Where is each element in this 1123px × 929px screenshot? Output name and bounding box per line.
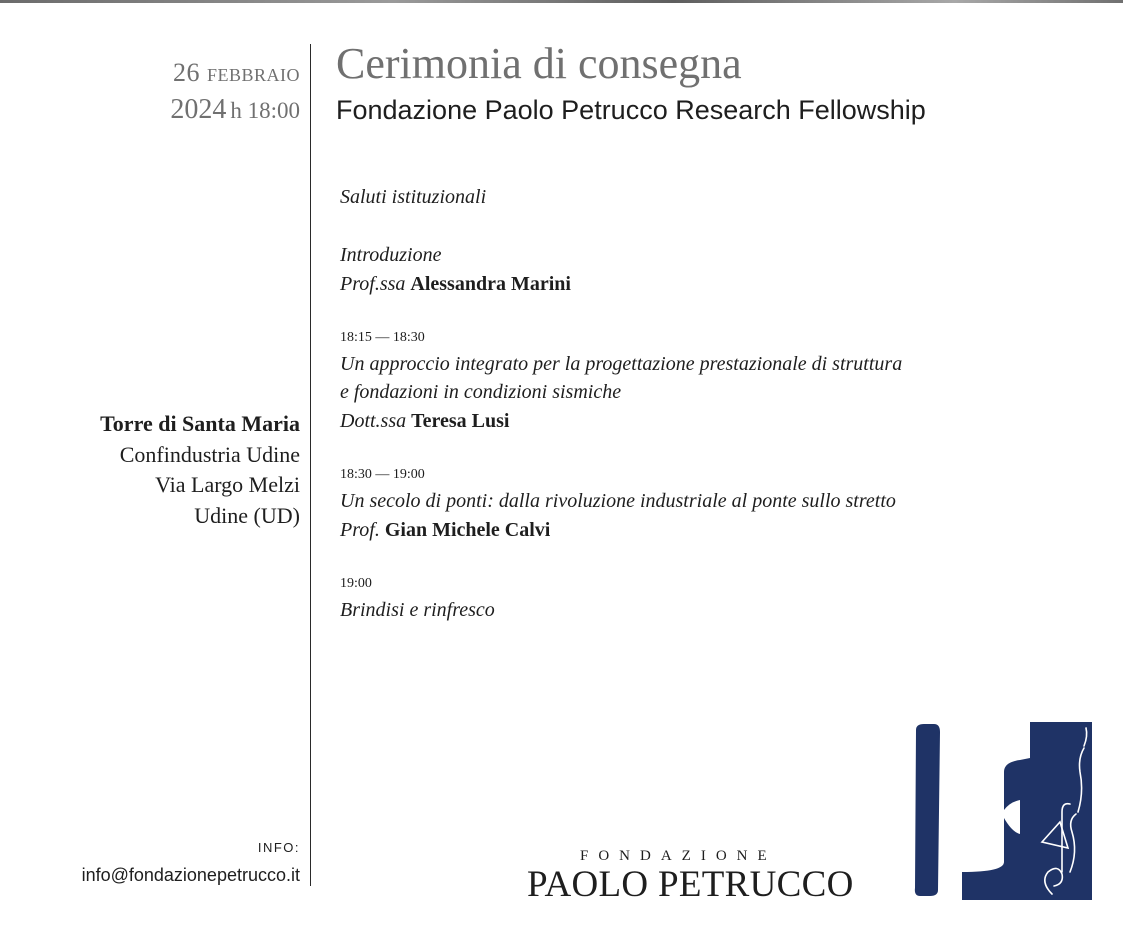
info-block: [82, 838, 300, 892]
program-talk-title: e fondazioni in condizioni sismiche: [340, 381, 622, 403]
venue-line: Confindustria Udine: [119, 441, 300, 467]
program-time: 19:00: [340, 576, 372, 591]
logo-word-paolo-petrucco: PAOLO PETRUCCO: [527, 864, 854, 905]
fondazione-monogram-signature-icon: [912, 722, 1092, 900]
venue-line: Via Largo Melzi: [155, 472, 300, 497]
speaker-name: Alessandra Marini: [410, 273, 571, 295]
program-item-text: Introduzione: [340, 244, 442, 266]
logo-mark-block: [962, 722, 1092, 900]
event-date-time: h 18:00: [230, 98, 300, 123]
event-date-day: 26 febbraio: [172, 58, 300, 87]
top-decorative-strip: [0, 0, 1123, 3]
speaker-title: Dott.ssa: [340, 410, 407, 432]
event-date-year: 2024: [170, 94, 227, 125]
logo-mark-bar: [915, 724, 940, 896]
page-title: Cerimonia di consegna: [336, 39, 742, 88]
program-talk-title: Un secolo di ponti: dalla rivoluzione industriale al ponte sullo stretto: [340, 490, 896, 512]
venue-line: Udine (UD): [194, 502, 300, 528]
program-item-text: Brindisi e rinfresco: [340, 599, 495, 621]
speaker-name: Gian Michele Calvi: [384, 519, 551, 541]
column-divider: [310, 44, 311, 886]
page-subtitle: Fondazione Paolo Petrucco Research Fellowship: [336, 95, 926, 125]
venue-name: Torre di Santa Maria: [100, 411, 300, 436]
info-email-link[interactable]: info@fondazionepetrucco.it: [81, 865, 300, 885]
speaker-title: Prof.: [340, 519, 380, 541]
program-talk-title: Un approccio integrato per la progettazione prestazionale di struttura: [340, 353, 903, 375]
venue-block: [100, 409, 300, 531]
speaker-name: Teresa Lusi: [411, 410, 510, 432]
program-speaker: [340, 407, 509, 436]
speaker-title: Prof.ssa: [340, 273, 406, 295]
info-label: INFO:: [257, 840, 300, 855]
logo-word-fondazione: FONDAZIONE: [580, 848, 777, 864]
event-date: [170, 56, 300, 134]
program-speaker: [340, 270, 571, 299]
program-item-text: Saluti istituzionali: [340, 186, 487, 208]
program-time: 18:30 — 19:00: [340, 467, 425, 482]
program-speaker: [340, 516, 550, 545]
program-time: 18:15 — 18:30: [340, 330, 425, 345]
